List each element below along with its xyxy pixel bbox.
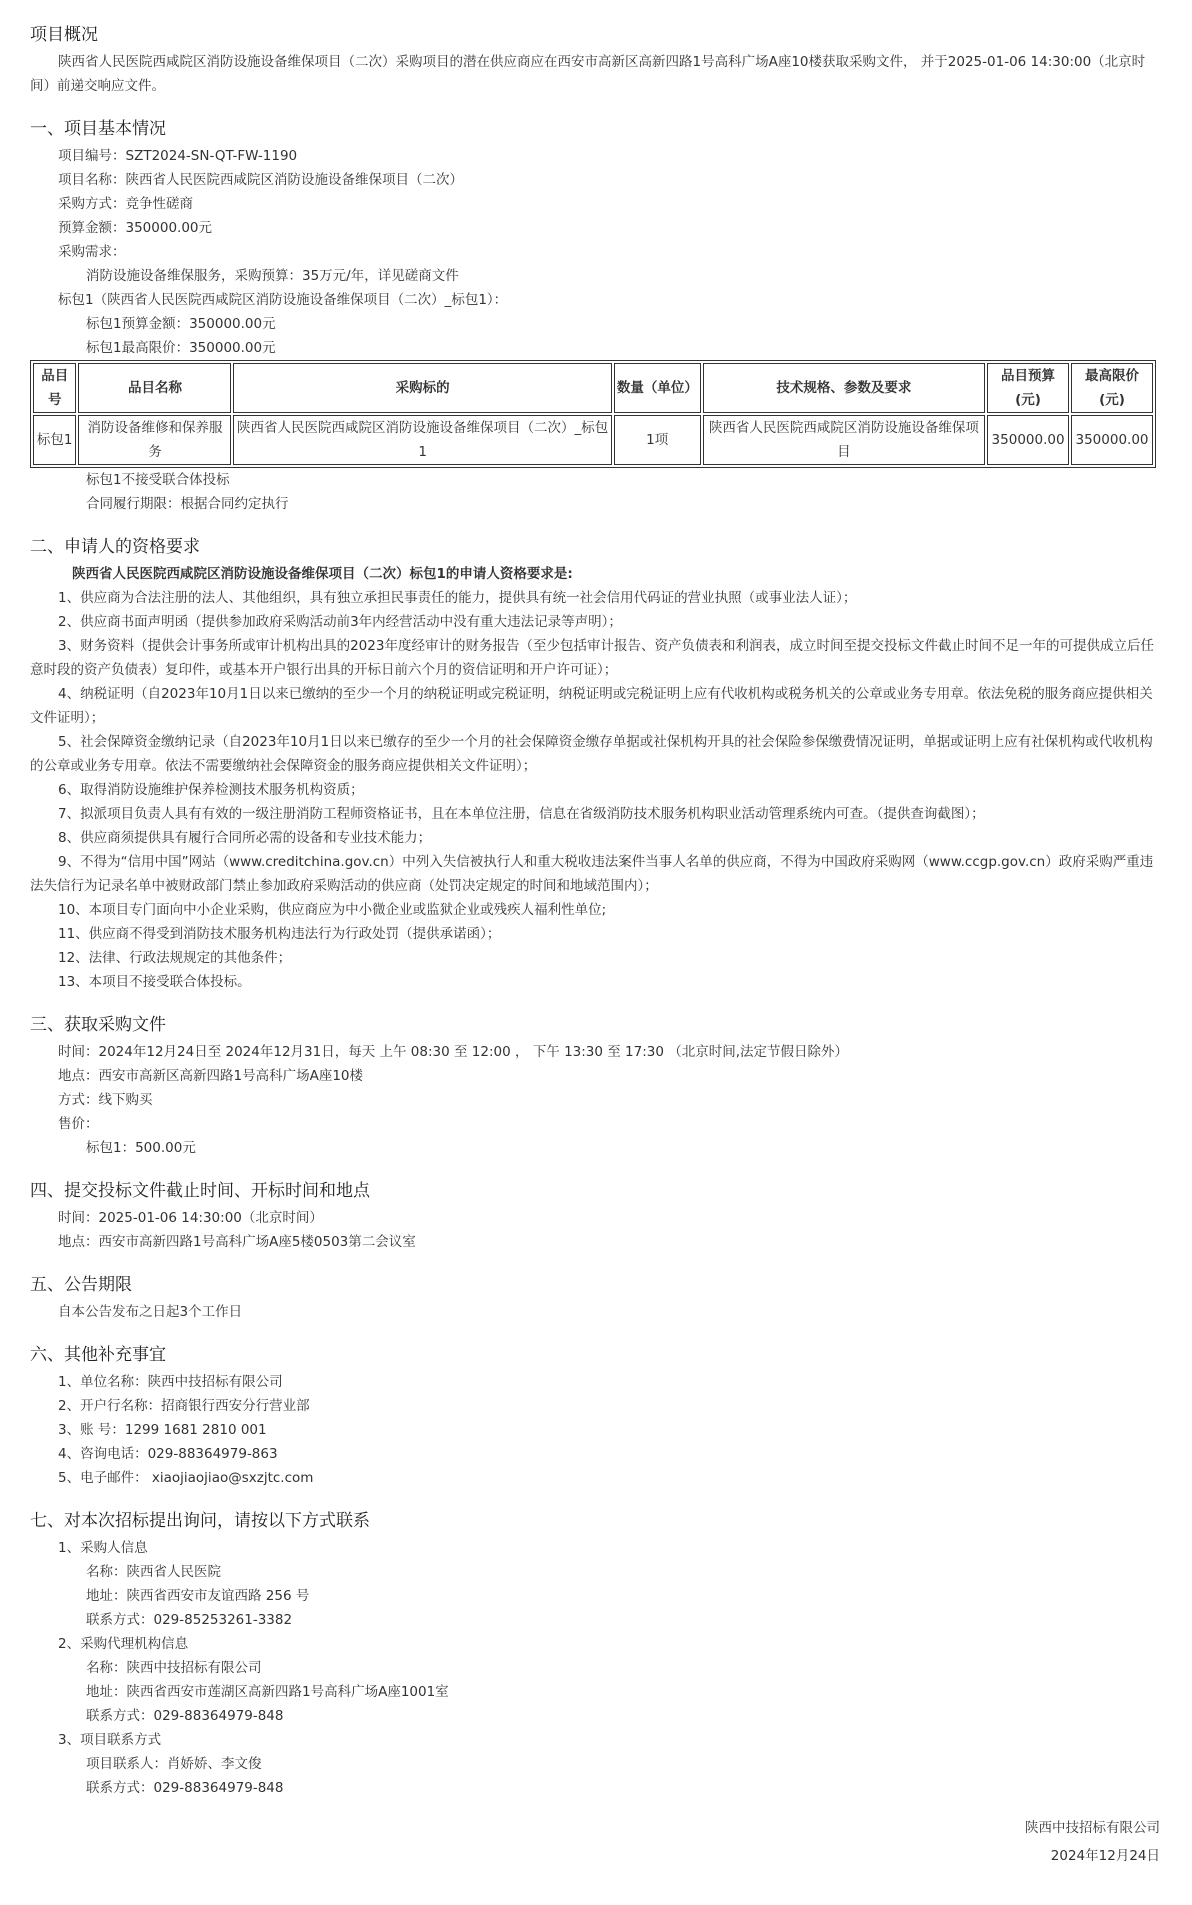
section6-title: 六、其他补充事宜 <box>30 1345 166 1365</box>
table-header-row <box>33 363 1153 413</box>
cell-max-price: 350000.00 <box>1071 415 1153 465</box>
cell-item-no: 标包1 <box>33 415 76 465</box>
section1-after-table <box>30 468 1160 516</box>
col-item-no: 品目号 <box>33 363 76 413</box>
col-max-price: 最高限价(元) <box>1071 363 1153 413</box>
procurement-method: 采购方式：竞争性磋商 <box>58 196 193 212</box>
qualification-item: 1、供应商为合法注册的法人、其他组织，具有独立承担民事责任的能力，提供具有统一社会信用代码证的营业执照（或事业法人证）； <box>58 590 857 606</box>
qualification-lead: 陕西省人民医院西咸院区消防设施设备维保项目（二次）标包1的申请人资格要求是: <box>72 566 573 582</box>
col-target: 采购标的 <box>233 363 611 413</box>
procurement-demand: 消防设施设备维保服务，采购预算：35万元/年，详见磋商文件 <box>86 268 459 284</box>
acquire-method: 方式：线下购买 <box>58 1092 153 1108</box>
signature-block <box>30 1814 1160 1870</box>
section1-body <box>30 144 1160 360</box>
qualification-item: 9、不得为“信用中国”网站（www.creditchina.gov.cn）中列入失信被执行人和重大税收违法案件当事人名单的供应商，不得为中国政府采购网（www.ccgp.gov.cn）政府采购严重违法失信行为记录名单中被财政部门禁止参加政府采购活动的供应商（处罚决定规定的时间和地域范围内）； <box>30 854 1154 894</box>
cell-target: 陕西省人民医院西咸院区消防设施设备维保项目（二次）_标包1 <box>233 415 611 465</box>
section6-body <box>30 1370 1160 1490</box>
section4-body <box>30 1206 1160 1254</box>
overview-text: 陕西省人民医院西咸院区消防设施设备维保项目（二次）采购项目的潜在供应商应在西安市高新区高新四路1号高科广场A座10楼获取采购文件， 并于2025-01-06 14:30:00（北京时间）前递交响应文件。 <box>30 54 1146 94</box>
section7-title: 七、对本次招标提出询问，请按以下方式联系 <box>30 1511 370 1531</box>
agency-heading: 2、采购代理机构信息 <box>58 1636 189 1652</box>
overview-title: 项目概况 <box>30 25 98 45</box>
footer-company: 陕西中技招标有限公司 <box>1025 1820 1160 1836</box>
section7-body <box>30 1536 1160 1800</box>
price-label: 售价： <box>58 1116 99 1132</box>
package-price: 标包1：500.00元 <box>86 1140 196 1156</box>
package-max-price: 标包1最高限价：350000.00元 <box>86 340 276 356</box>
project-contact-heading: 3、项目联系方式 <box>58 1732 162 1748</box>
qualification-item: 12、法律、行政法规规定的其他条件； <box>58 950 292 966</box>
qualification-item: 6、取得消防设施维护保养检测技术服务机构资质； <box>58 782 364 798</box>
section1-title: 一、项目基本情况 <box>30 119 166 139</box>
qualification-item: 2、供应商书面声明函（提供参加政府采购活动前3年内经营活动中没有重大违法记录等声明）； <box>58 614 622 630</box>
section2-title: 二、申请人的资格要求 <box>30 537 200 557</box>
announcement-period: 自本公告发布之日起3个工作日 <box>58 1304 243 1320</box>
budget-amount: 预算金额：350000.00元 <box>58 220 213 236</box>
acquire-place: 地点：西安市高新区高新四路1号高科广场A座10楼 <box>58 1068 364 1084</box>
project-contact-phone: 联系方式：029-88364979-848 <box>86 1780 284 1796</box>
col-specs: 技术规格、参数及要求 <box>703 363 985 413</box>
account-number: 3、账 号：1299 1681 2810 001 <box>58 1422 267 1438</box>
acquire-time: 时间：2024年12月24日至 2024年12月31日，每天 上午 08:30 至 12:00 ， 下午 13:30 至 17:30 （北京时间,法定节假日除外） <box>58 1044 849 1060</box>
cell-quantity: 1项 <box>614 415 701 465</box>
project-name: 项目名称：陕西省人民医院西咸院区消防设施设备维保项目（二次） <box>58 172 463 188</box>
col-quantity: 数量（单位） <box>614 363 701 413</box>
items-table <box>30 360 1156 468</box>
purchaser-contact: 联系方式：029-85253261-3382 <box>86 1612 293 1628</box>
qualification-item: 8、供应商须提供具有履行合同所必需的设备和专业技术能力； <box>58 830 432 846</box>
section3-body <box>30 1040 1160 1160</box>
footer-date: 2024年12月24日 <box>1050 1848 1160 1864</box>
bank-name: 2、开户行名称：招商银行西安分行营业部 <box>58 1398 310 1414</box>
qualification-item: 11、供应商不得受到消防技术服务机构违法行为行政处罚（提供承诺函）； <box>58 926 501 942</box>
project-number: 项目编号：SZT2024-SN-QT-FW-1190 <box>58 148 298 164</box>
qualification-item: 10、本项目专门面向中小企业采购，供应商应为中小微企业或监狱企业或残疾人福利性单位; <box>58 902 607 918</box>
contract-period: 合同履行期限：根据合同约定执行 <box>86 496 289 512</box>
table-row <box>33 415 1153 465</box>
package-budget: 标包1预算金额：350000.00元 <box>86 316 276 332</box>
qualification-item: 3、财务资料（提供会计事务所或审计机构出具的2023年度经审计的财务报告（至少包括审计报告、资产负债表和利润表，成立时间至提交投标文件截止时间不足一年的可提供成立后任意时段的资产负债表）复印件，或基本开户银行出具的开标日前六个月的资信证明和开户许可证）； <box>30 638 1154 678</box>
purchaser-name: 名称：陕西省人民医院 <box>86 1564 221 1580</box>
col-item-name: 品目名称 <box>78 363 231 413</box>
email: 5、电子邮件： xiaojiaojiao@sxzjtc.com <box>58 1470 314 1486</box>
announcement-document <box>30 20 1160 1870</box>
col-budget: 品目预算(元) <box>987 363 1069 413</box>
section3-title: 三、获取采购文件 <box>30 1015 166 1035</box>
package-title: 标包1（陕西省人民医院西咸院区消防设施设备维保项目（二次）_标包1）： <box>58 292 508 308</box>
cell-specs: 陕西省人民医院西咸院区消防设施设备维保项目 <box>703 415 985 465</box>
opening-place: 地点：西安市高新四路1号高科广场A座5楼0503第二会议室 <box>58 1234 416 1250</box>
cell-budget: 350000.00 <box>987 415 1069 465</box>
unit-name: 1、单位名称：陕西中技招标有限公司 <box>58 1374 283 1390</box>
qualification-item: 4、纳税证明（自2023年10月1日以来已缴纳的至少一个月的纳税证明或完税证明，纳税证明或完税证明上应有代收机构或税务机关的公章或业务专用章。依法免税的服务商应提供相关文件证明）； <box>30 686 1153 726</box>
consult-phone: 4、咨询电话：029-88364979-863 <box>58 1446 278 1462</box>
no-consortium-note: 标包1不接受联合体投标 <box>86 472 230 488</box>
agency-contact: 联系方式：029-88364979-848 <box>86 1708 284 1724</box>
agency-address: 地址：陕西省西安市莲湖区高新四路1号高科广场A座1001室 <box>86 1684 449 1700</box>
section5-body <box>30 1300 1160 1324</box>
qualification-item: 7、拟派项目负责人具有有效的一级注册消防工程师资格证书，且在本单位注册，信息在省级消防技术服务机构职业活动管理系统内可查。（提供查询截图）； <box>58 806 985 822</box>
qualification-list <box>30 586 1160 994</box>
section5-title: 五、公告期限 <box>30 1275 132 1295</box>
qualification-item: 13、本项目不接受联合体投标。 <box>58 974 251 990</box>
section4-title: 四、提交投标文件截止时间、开标时间和地点 <box>30 1181 370 1201</box>
cell-item-name: 消防设备维修和保养服务 <box>78 415 231 465</box>
procurement-demand-label: 采购需求： <box>58 244 126 260</box>
agency-name: 名称：陕西中技招标有限公司 <box>86 1660 262 1676</box>
deadline-time: 时间：2025-01-06 14:30:00（北京时间） <box>58 1210 323 1226</box>
purchaser-heading: 1、采购人信息 <box>58 1540 148 1556</box>
qualification-item: 5、社会保障资金缴纳记录（自2023年10月1日以来已缴存的至少一个月的社会保障资金缴存单据或社保机构开具的社会保险参保缴费情况证明，单据或证明上应有社保机构或代收机构的公章或业务专用章。依法不需要缴纳社会保障资金的服务商应提供相关文件证明）； <box>30 734 1153 774</box>
project-contact-person: 项目联系人：肖娇娇、李文俊 <box>86 1756 262 1772</box>
purchaser-address: 地址：陕西省西安市友谊西路 256 号 <box>86 1588 310 1604</box>
